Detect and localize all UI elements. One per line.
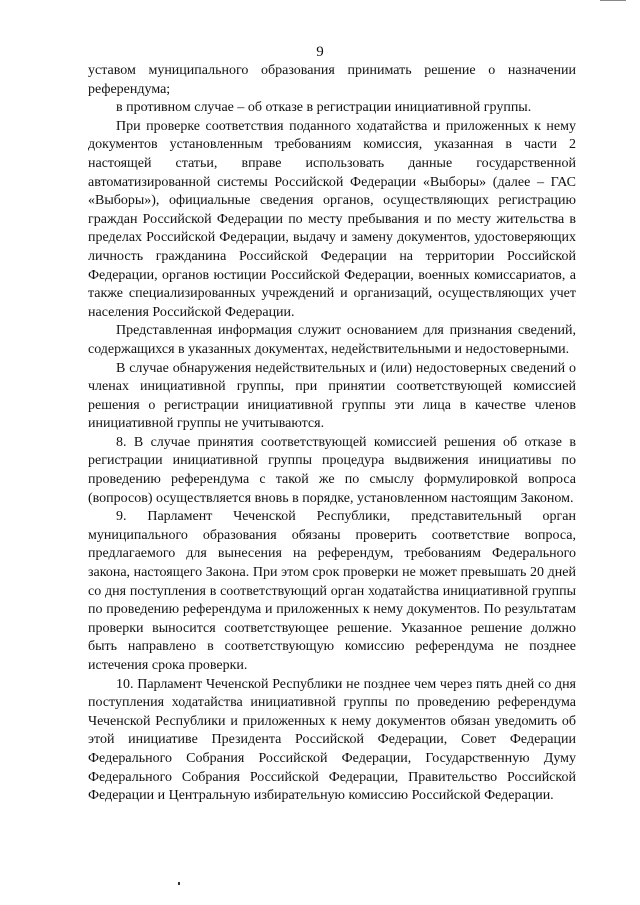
document-body xyxy=(88,62,576,806)
paragraph: в противном случае – об отказе в регистрации инициативной группы. xyxy=(116,100,532,116)
paragraph: В случае обнаружения недействительных и (или) недостоверных сведений о членах инициативной группы, при принятии соответствующей комиссией решения о регистрации инициативной группы эти лица в качестве членов инициативной группы не учитываются. xyxy=(88,360,576,432)
page-number: 9 xyxy=(316,44,324,60)
paragraph: 10. Парламент Чеченской Республики не позднее чем через пять дней со дня поступления ходатайства инициативной группы по проведению референдума Чеченской Республики и приложенных к нему документов обязан уведомить об этой инициативе Президента Российской Федерации, Совет Федерации Федерального Собрания Российской Федерации, Государственную Думу Федерального Собрания Российской Федерации, Правительство Российской Федерации и Центральную избирательную комиссию Российской Федерации. xyxy=(88,676,576,804)
paragraph: 8. В случае принятия соответствующей комиссией решения об отказе в регистрации инициативной группы процедура выдвижения инициативы по проведению референдума с такой же по смыслу формулировкой вопроса (вопросов) осуществляется вновь в порядке, установленном настоящим Законом. xyxy=(88,434,576,506)
scan-speck xyxy=(178,882,180,885)
paragraph: Представленная информация служит основанием для признания сведений, содержащихся в указанных документах, недействительными и недостоверными. xyxy=(88,323,576,357)
paragraph: уставом муниципального образования принимать решение о назначении референдума; xyxy=(88,63,576,97)
paragraph: 9. Парламент Чеченской Республики, представительный орган муниципального образования обязаны проверить соответствие вопроса, предлагаемого для вынесения на референдум, требованиям Федерального закона, настоящего Закона. При этом срок проверки не может превышать 20 дней со дня поступления в соответствующий орган ходатайства инициативной группы по проведению референдума и приложенных к нему документов. По результатам проверки выносится соответствующее решение. Указанное решение должно быть направлено в соответствующую комиссию референдума не позднее истечения срока проверки. xyxy=(88,509,576,673)
paragraph: При проверке соответствия поданного ходатайства и приложенных к нему документов установленным требованиям комиссия, указанная в части 2 настоящей статьи, вправе использовать данные государственной автоматизированной системы Российской Федерации «Выборы» (далее – ГАС «Выборы»), официальные сведения органов, осуществляющих регистрацию граждан Российской Федерации по месту пребывания и по месту жительства в пределах Российской Федерации, выдачу и замену документов, удостоверяющих личность гражданина Российской Федерации на территории Российской Федерации, органов юстиции Российской Федерации, военных комиссариатов, а также специализированных учреждений и организаций, осуществляющих учет населения Российской Федерации. xyxy=(88,118,576,320)
scan-corner-mark xyxy=(600,0,626,1)
